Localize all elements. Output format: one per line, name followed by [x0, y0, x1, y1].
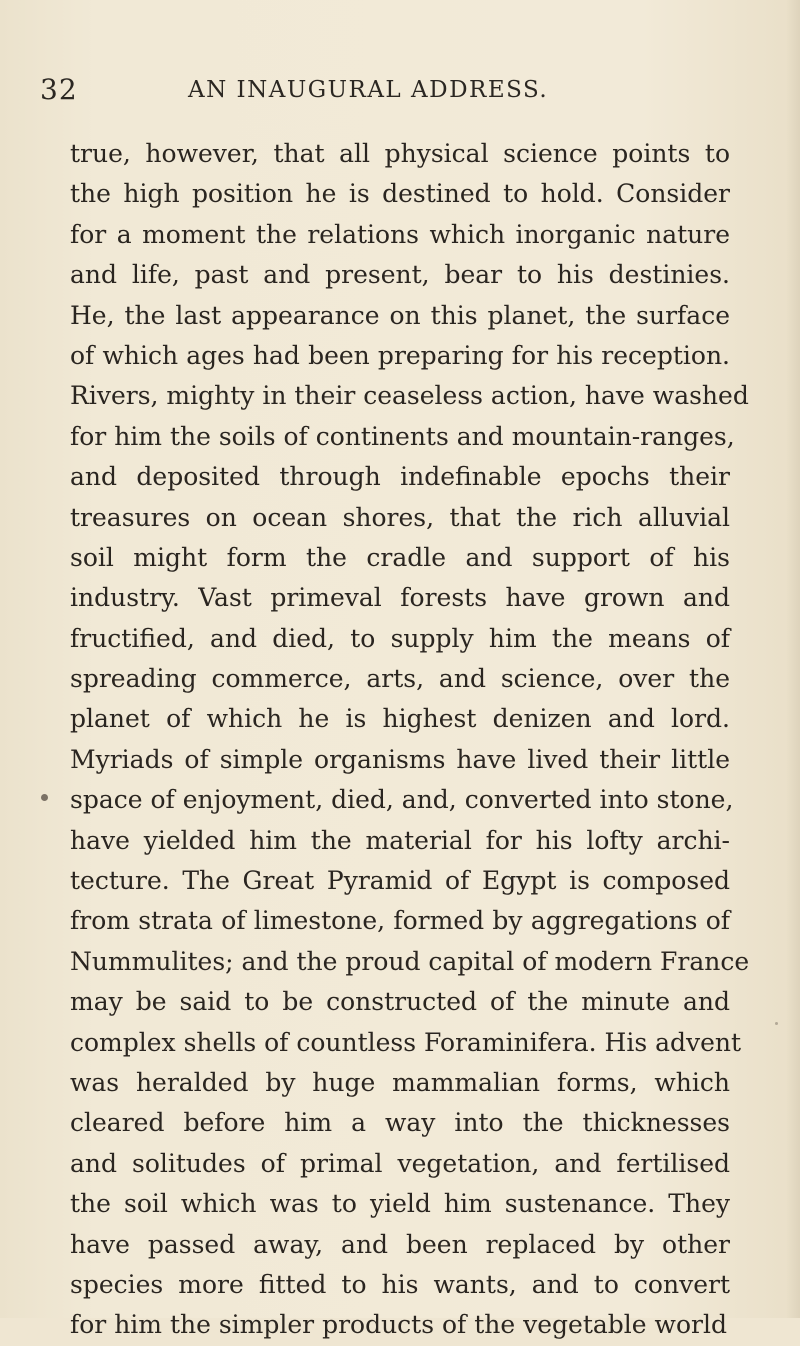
- text-line: for him the soils of continents and mountain-ranges,: [70, 421, 735, 451]
- text-line: and deposited through indefinable epochs their: [70, 462, 730, 492]
- text-line: the soil which was to yield him sustenance. They: [70, 1189, 730, 1219]
- text-line: have yielded him the material for his lofty archi-: [70, 825, 730, 855]
- body-text: [70, 134, 750, 1346]
- page-number: 32: [40, 73, 78, 106]
- text-line: Myriads of simple organisms have lived their little: [70, 744, 730, 774]
- text-line: and solitudes of primal vegetation, and fertilised: [70, 1148, 730, 1178]
- text-line: complex shells of countless Foraminifera. His advent: [70, 1027, 742, 1057]
- text-line: for a moment the relations which inorganic nature: [70, 219, 730, 249]
- text-line: species more fitted to his wants, and to convert: [70, 1269, 730, 1299]
- page-edge-shadow: [786, 0, 800, 1318]
- text-line: fructified, and died, to supply him the means of: [70, 623, 730, 653]
- ink-speck: [775, 1022, 778, 1025]
- text-line: industry. Vast primeval forests have grown and: [70, 583, 730, 613]
- text-line: the high position he is destined to hold. Consider: [70, 179, 730, 209]
- text-line: planet of which he is highest denizen and lord.: [70, 704, 730, 734]
- text-line: was heralded by huge mammalian forms, which: [70, 1067, 730, 1097]
- page-header: [40, 70, 760, 110]
- text-line: space of enjoyment, died, and, converted into stone,: [70, 785, 734, 815]
- text-line: Nummulites; and the proud capital of modern France: [70, 946, 750, 976]
- text-line: for him the simpler products of the vegetable world: [70, 1310, 727, 1340]
- text-line: spreading commerce, arts, and science, over the: [70, 664, 730, 694]
- text-line: true, however, that all physical science points to: [70, 139, 730, 168]
- text-line: may be said to be constructed of the minute and: [70, 987, 730, 1017]
- text-line: tecture. The Great Pyramid of Egypt is composed: [70, 866, 730, 896]
- text-line: and life, past and present, bear to his destinies.: [70, 260, 730, 290]
- text-line: Rivers, mighty in their ceaseless action, have washed: [70, 381, 749, 411]
- ink-speck: [41, 794, 48, 801]
- text-line: of which ages had been preparing for his reception.: [70, 340, 730, 370]
- text-line: from strata of limestone, formed by aggregations of: [70, 906, 730, 936]
- text-line: cleared before him a way into the thicknesses: [70, 1108, 730, 1138]
- text-line: soil might form the cradle and support of his: [70, 542, 730, 572]
- running-head: AN INAUGURAL ADDRESS.: [188, 77, 549, 103]
- text-line: He, the last appearance on this planet, the surface: [70, 300, 730, 330]
- text-line: have passed away, and been replaced by other: [70, 1229, 730, 1259]
- text-line: treasures on ocean shores, that the rich alluvial: [70, 502, 730, 532]
